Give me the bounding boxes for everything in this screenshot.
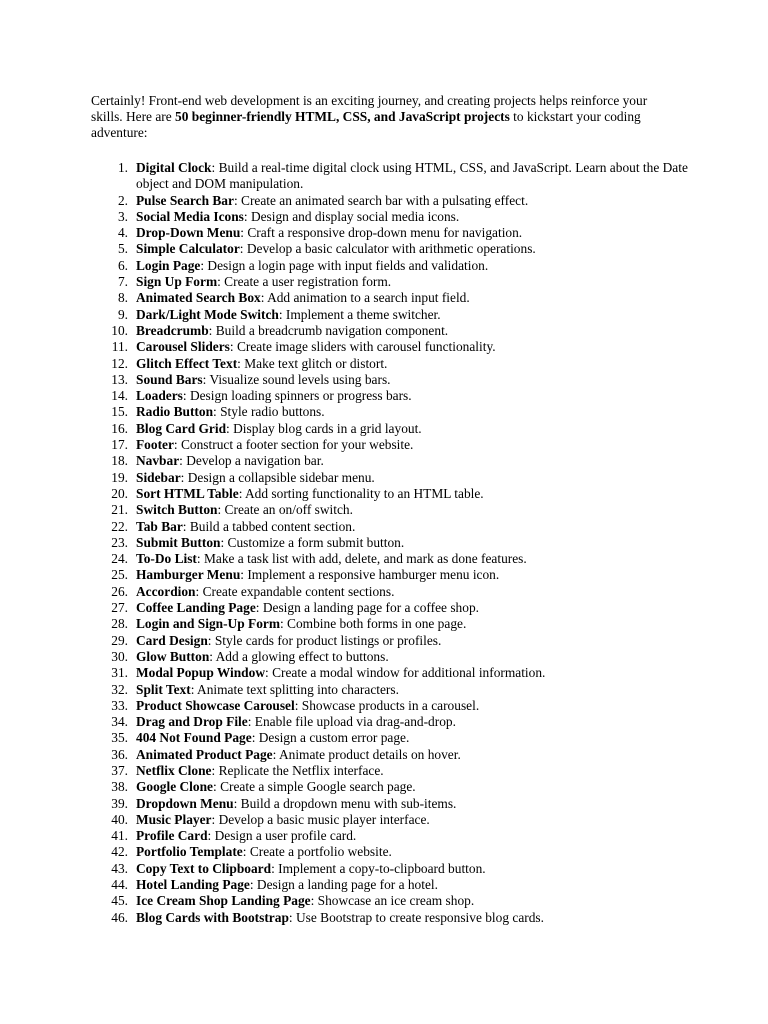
- list-item-description: : Make text glitch or distort.: [237, 355, 388, 371]
- list-item: [91, 339, 691, 355]
- list-item-number: 18.: [111, 453, 128, 469]
- list-item-number: 29.: [111, 632, 128, 648]
- intro-text-bold: 50 beginner-friendly HTML, CSS, and JavaScript projects: [175, 109, 510, 125]
- list-item-number: 45.: [111, 893, 128, 909]
- list-item-description: : Build a tabbed content section.: [182, 518, 356, 534]
- list-item: [91, 682, 691, 698]
- list-item: [91, 323, 691, 339]
- list-item: [91, 600, 691, 616]
- list-item-title: Carousel Sliders: [136, 339, 230, 355]
- list-item: [91, 893, 691, 909]
- list-item-description: : Create expandable content sections.: [195, 583, 395, 599]
- list-item-number: 33.: [111, 697, 128, 713]
- list-item-number: 27.: [111, 600, 128, 616]
- list-item-title: Drop-Down Menu: [136, 225, 241, 241]
- list-item: [91, 584, 691, 600]
- list-item-title: Footer: [136, 437, 174, 453]
- list-item-title: Submit Button: [136, 534, 221, 550]
- list-item-number: 3.: [117, 208, 128, 224]
- list-item-title: Sort HTML Table: [136, 485, 239, 501]
- list-item-number: 38.: [111, 779, 128, 795]
- list-item-title: Hotel Landing Page: [136, 877, 250, 893]
- list-item-description: : Design a collapsible sidebar menu.: [180, 469, 375, 485]
- list-item: [91, 388, 691, 404]
- list-item-description: : Use Bootstrap to create responsive blog cards.: [288, 909, 544, 925]
- list-item-description: : Develop a basic music player interface.: [211, 811, 430, 827]
- list-item-title: Switch Button: [136, 502, 218, 518]
- list-item-number: 34.: [111, 714, 128, 730]
- list-item: [91, 225, 691, 241]
- list-item: [91, 209, 691, 225]
- list-item: [91, 502, 691, 518]
- list-item: [91, 437, 691, 453]
- list-item-title: Blog Card Grid: [136, 420, 227, 436]
- list-item: [91, 763, 691, 779]
- list-item-number: 36.: [111, 746, 128, 762]
- list-item-title: Tab Bar: [136, 518, 183, 534]
- list-item: [91, 828, 691, 844]
- project-list: [91, 160, 691, 926]
- list-item-number: 35.: [111, 730, 128, 746]
- list-item-title: Simple Calculator: [136, 241, 240, 257]
- list-item-description: : Design a user profile card.: [207, 828, 357, 844]
- list-item-number: 26.: [111, 583, 128, 599]
- list-item-description: : Combine both forms in one page.: [279, 616, 467, 632]
- list-item-number: 4.: [117, 225, 128, 241]
- list-item-description: : Make a task list with add, delete, and mark as done features.: [196, 551, 527, 567]
- list-item-number: 30.: [111, 648, 128, 664]
- list-item: [91, 796, 691, 812]
- list-item: [91, 241, 691, 257]
- list-item-number: 25.: [111, 567, 128, 583]
- list-item-number: 11.: [111, 339, 128, 355]
- list-item: [91, 844, 691, 860]
- list-item-description: : Add sorting functionality to an HTML table.: [238, 485, 484, 501]
- list-item: [91, 290, 691, 306]
- list-item-title: Copy Text to Clipboard: [136, 860, 272, 876]
- list-item-description: : Style radio buttons.: [213, 404, 325, 420]
- list-item: [91, 453, 691, 469]
- list-item-description: : Style cards for product listings or profiles.: [207, 632, 442, 648]
- list-item: [91, 747, 691, 763]
- intro-text-end: to kickstart your coding adventure:: [91, 109, 641, 141]
- list-item-title: Netflix Clone: [136, 762, 212, 778]
- list-item-number: 32.: [111, 681, 128, 697]
- list-item-number: 37.: [111, 762, 128, 778]
- list-item-description: : Create image sliders with carousel functionality.: [229, 339, 496, 355]
- list-item-title: Animated Product Page: [136, 746, 273, 762]
- list-item-title: Sign Up Form: [136, 274, 218, 290]
- list-item-description: : Add a glowing effect to buttons.: [209, 648, 389, 664]
- list-item-description: : Construct a footer section for your website.: [173, 437, 414, 453]
- list-item-description: : Create a portfolio website.: [242, 844, 392, 860]
- list-item: [91, 404, 691, 420]
- list-item: [91, 307, 691, 323]
- list-item: [91, 714, 691, 730]
- list-item: [91, 193, 691, 209]
- list-item-number: 8.: [117, 290, 128, 306]
- list-item-description: : Craft a responsive drop-down menu for navigation.: [240, 225, 523, 241]
- list-item-description: : Animate text splitting into characters.: [190, 681, 399, 697]
- list-item-title: 404 Not Found Page: [136, 730, 252, 746]
- list-item-title: Digital Clock: [136, 160, 212, 175]
- list-item-number: 5.: [117, 241, 128, 257]
- list-item-number: 23.: [111, 534, 128, 550]
- list-item-description: : Build a breadcrumb navigation component.: [208, 322, 449, 338]
- list-item-title: Sound Bars: [136, 371, 203, 387]
- list-item-description: : Create a user registration form.: [217, 274, 392, 290]
- list-item: [91, 567, 691, 583]
- list-item-title: Ice Cream Shop Landing Page: [136, 893, 311, 909]
- list-item-description: : Implement a responsive hamburger menu icon.: [240, 567, 500, 583]
- list-item-title: Product Showcase Carousel: [136, 697, 295, 713]
- list-item-number: 15.: [111, 404, 128, 420]
- list-item-description: : Create a simple Google search page.: [213, 779, 416, 795]
- list-item: [91, 812, 691, 828]
- list-item-title: Modal Popup Window: [136, 665, 265, 681]
- list-item-description: : Create a modal window for additional information.: [265, 665, 546, 681]
- list-item: [91, 877, 691, 893]
- list-item: [91, 649, 691, 665]
- list-item-title: Glow Button: [136, 648, 210, 664]
- list-item-title: Breadcrumb: [136, 322, 209, 338]
- list-item-number: 7.: [117, 274, 128, 290]
- list-item-title: Blog Cards with Bootstrap: [136, 909, 289, 925]
- list-item-title: Drag and Drop File: [136, 714, 248, 730]
- list-item-number: 13.: [111, 371, 128, 387]
- list-item-description: : Design and display social media icons.: [243, 208, 460, 224]
- list-item-title: Social Media Icons: [136, 208, 244, 224]
- list-item-number: 31.: [111, 665, 128, 681]
- list-item-description: : Visualize sound levels using bars.: [202, 371, 391, 387]
- list-item-number: 28.: [111, 616, 128, 632]
- list-item-number: 43.: [111, 860, 128, 876]
- list-item-title: Sidebar: [136, 469, 181, 485]
- list-item-title: Portfolio Template: [136, 844, 243, 860]
- list-item-description: : Display blog cards in a grid layout.: [226, 420, 422, 436]
- list-item-title: Navbar: [136, 453, 180, 469]
- list-item: [91, 258, 691, 274]
- list-item-title: Google Clone: [136, 779, 213, 795]
- list-item-number: 41.: [111, 828, 128, 844]
- list-item-title: Loaders: [136, 388, 183, 404]
- list-item-number: 42.: [111, 844, 128, 860]
- list-item-description: : Showcase an ice cream shop.: [310, 893, 475, 909]
- list-item-number: 12.: [111, 355, 128, 371]
- list-item-number: 17.: [111, 437, 128, 453]
- list-item-title: Coffee Landing Page: [136, 600, 256, 616]
- list-item-title: Login Page: [136, 257, 201, 273]
- list-item: [91, 616, 691, 632]
- list-item-description: : Add animation to a search input field.: [260, 290, 470, 306]
- list-item-description: : Create an animated search bar with a pulsating effect.: [233, 192, 529, 208]
- list-item-title: To-Do List: [136, 551, 197, 567]
- list-item-description: : Showcase products in a carousel.: [294, 697, 480, 713]
- list-item-number: 19.: [111, 469, 128, 485]
- list-item-description: : Develop a basic calculator with arithmetic operations.: [239, 241, 536, 257]
- list-item-title: Accordion: [136, 583, 196, 599]
- list-item: [91, 698, 691, 714]
- list-item: [91, 160, 691, 193]
- intro-paragraph: [91, 93, 681, 142]
- list-item-description: : Design loading spinners or progress bars.: [182, 388, 412, 404]
- list-item: [91, 372, 691, 388]
- list-item-number: 20.: [111, 485, 128, 501]
- list-item-description: : Replicate the Netflix interface.: [211, 762, 384, 778]
- list-item-number: 39.: [111, 795, 128, 811]
- list-item-title: Radio Button: [136, 404, 214, 420]
- list-item-title: Dropdown Menu: [136, 795, 234, 811]
- list-item-description: : Create an on/off switch.: [217, 502, 353, 518]
- list-item-number: 21.: [111, 502, 128, 518]
- list-item: [91, 486, 691, 502]
- list-item-number: 6.: [117, 257, 128, 273]
- list-item-number: 14.: [111, 388, 128, 404]
- list-item-number: 40.: [111, 811, 128, 827]
- list-item-description: : Animate product details on hover.: [272, 746, 461, 762]
- list-item-description: : Design a landing page for a hotel.: [249, 877, 438, 893]
- list-item-title: Card Design: [136, 632, 208, 648]
- list-item-title: Split Text: [136, 681, 191, 697]
- list-item-number: 1.: [117, 160, 128, 175]
- list-item-number: 44.: [111, 877, 128, 893]
- list-item: [91, 730, 691, 746]
- list-item-title: Login and Sign-Up Form: [136, 616, 280, 632]
- list-item: [91, 551, 691, 567]
- list-item: [91, 535, 691, 551]
- list-item: [91, 910, 691, 926]
- list-item-title: Dark/Light Mode Switch: [136, 306, 279, 322]
- list-item-number: 10.: [111, 322, 128, 338]
- list-item: [91, 519, 691, 535]
- list-item-title: Animated Search Box: [136, 290, 261, 306]
- list-item-number: 16.: [111, 420, 128, 436]
- list-item: [91, 665, 691, 681]
- list-item-number: 24.: [111, 551, 128, 567]
- list-item-description: : Develop a navigation bar.: [179, 453, 324, 469]
- list-item-title: Pulse Search Bar: [136, 192, 234, 208]
- list-item-description: : Enable file upload via drag-and-drop.: [247, 714, 456, 730]
- list-item-description: : Design a login page with input fields and validation.: [200, 257, 489, 273]
- list-item: [91, 356, 691, 372]
- list-item-title: Music Player: [136, 811, 212, 827]
- list-item-description: : Implement a theme switcher.: [278, 306, 441, 322]
- list-item: [91, 274, 691, 290]
- list-item-number: 2.: [117, 192, 128, 208]
- list-item-description: : Build a dropdown menu with sub-items.: [233, 795, 457, 811]
- list-item-description: : Customize a form submit button.: [220, 534, 405, 550]
- list-item-description: : Design a custom error page.: [251, 730, 410, 746]
- list-item-title: Profile Card: [136, 828, 208, 844]
- list-item-number: 46.: [111, 909, 128, 925]
- list-item-description: : Build a real-time digital clock using HTML, CSS, and JavaScript. Learn about the Date object and DOM manipulation.: [136, 160, 688, 192]
- list-item-title: Glitch Effect Text: [136, 355, 238, 371]
- list-item: [91, 470, 691, 486]
- list-item: [91, 421, 691, 437]
- list-item-description: : Implement a copy-to-clipboard button.: [271, 860, 486, 876]
- intro-text-start: Certainly! Front-end web development is an exciting journey, and creating projects helps reinforce your skills. Here are: [91, 93, 648, 125]
- list-item-description: : Design a landing page for a coffee shop.: [255, 600, 479, 616]
- list-item-number: 9.: [117, 306, 128, 322]
- list-item: [91, 779, 691, 795]
- list-item-title: Hamburger Menu: [136, 567, 241, 583]
- list-item: [91, 861, 691, 877]
- list-item-number: 22.: [111, 518, 128, 534]
- list-item: [91, 633, 691, 649]
